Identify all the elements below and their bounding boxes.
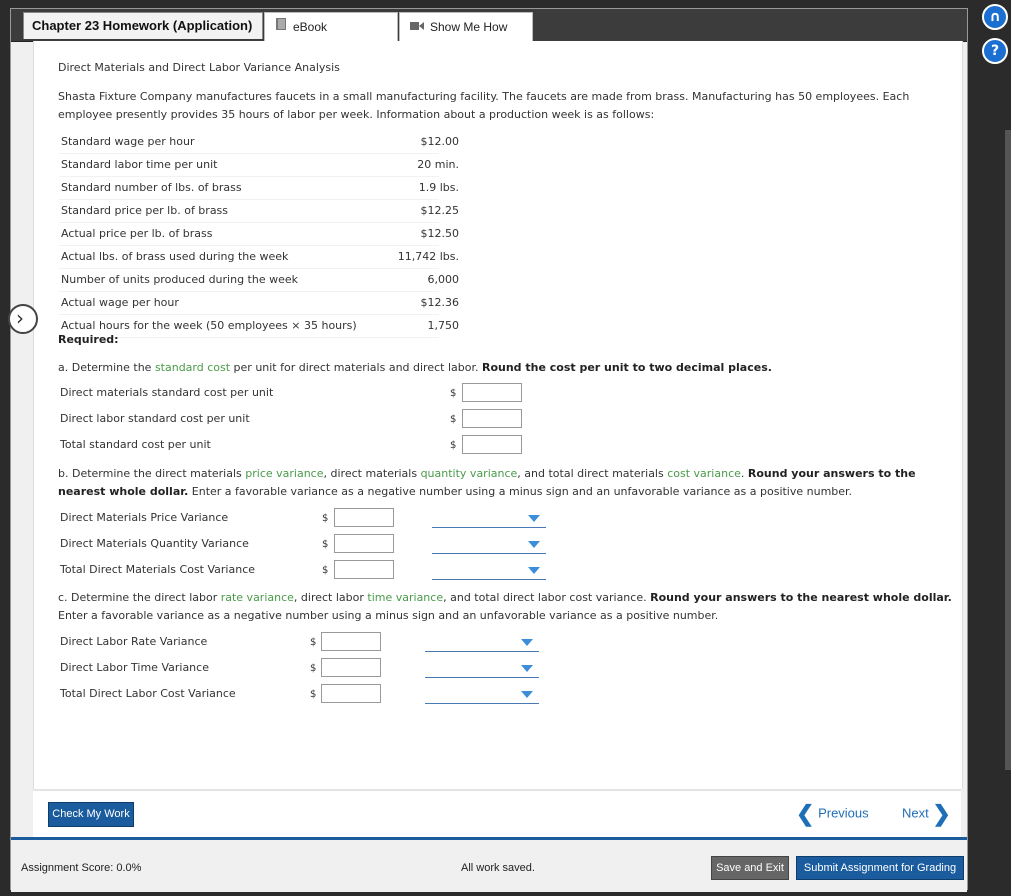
data-row-label: Standard wage per hour [61,135,195,148]
part-c-label: Direct Labor Time Variance [60,661,209,674]
caret-down-icon [528,541,540,548]
chevron-right-icon: › [16,306,24,330]
data-row-label: Actual price per lb. of brass [61,227,213,240]
part-c-label: Direct Labor Rate Variance [60,635,208,648]
amount-input[interactable] [334,534,394,553]
part-b-label: Direct Materials Quantity Variance [60,537,249,550]
part-c-text: c. Determine the direct labor [58,591,221,604]
variance-type-dropdown[interactable] [432,509,546,528]
variance-type-dropdown[interactable] [432,535,546,554]
part-a-text-mid: per unit for direct materials and direct labor. [230,361,482,374]
standard-cost-link[interactable]: standard cost [154,361,231,374]
amount-input[interactable] [321,658,381,677]
part-b-text-post: Enter a favorable variance as a negative number using a minus sign and an unfavorable variance as a positive number. [188,485,853,498]
part-a-label: Direct labor standard cost per unit [60,412,250,425]
data-row-label: Actual hours for the week (50 employees × 35 hours) [61,319,357,332]
data-table [59,131,459,338]
amount-input[interactable] [334,560,394,579]
part-a-label: Direct materials standard cost per unit [60,386,274,399]
part-a-instruction: Round the cost per unit to two decimal places. [481,361,772,374]
currency-symbol: $ [310,637,317,648]
book-icon [275,13,287,42]
currency-symbol: $ [450,440,457,451]
data-row-label: Number of units produced during the week [61,273,298,286]
assignment-title: Chapter 23 Homework (Application) [23,12,263,39]
part-b-text-2: , and total direct materials [517,467,668,480]
part-b-text-1: , direct materials [323,467,421,480]
expand-panel-button[interactable] [8,304,38,334]
help-icon[interactable]: ? [982,38,1008,64]
submit-assignment-button[interactable]: Submit Assignment for Grading [796,856,964,880]
part-b-label: Direct Materials Price Variance [60,511,229,524]
chevron-left-icon: ❮ [796,801,815,826]
variance-type-dropdown[interactable] [425,685,539,704]
data-row-label: Actual lbs. of brass used during the week [61,250,289,263]
tab-ebook-label: eBook [293,20,328,34]
data-row-value: $12.50 [420,227,459,240]
amount-input[interactable] [321,632,381,651]
data-row-value: 20 min. [417,158,459,171]
data-row-value: $12.25 [420,204,459,217]
currency-symbol: $ [450,414,457,425]
cost-variance-link[interactable]: cost variance [667,467,741,480]
amount-input[interactable] [462,383,522,402]
required-heading: Required: [58,333,119,346]
currency-symbol: $ [450,388,457,399]
caret-down-icon [521,639,533,646]
variance-type-dropdown[interactable] [432,561,546,580]
data-row-value: $12.00 [420,135,459,148]
data-row-value: 6,000 [427,273,459,286]
problem-intro: Shasta Fixture Company manufactures faucets in a small manufacturing facility. The faucets are made from brass. Manufacturing has 50 employees. Each employee presently provides 35 hours of labor per week. Information about a production week is as follows: [58,90,910,121]
data-table-row [59,200,459,223]
next-label: Next [902,805,929,821]
previous-button[interactable] [796,801,869,827]
previous-label: Previous [818,805,869,821]
time-variance-link[interactable]: time variance [367,591,444,604]
rate-variance-link[interactable]: rate variance [220,591,294,604]
data-table-row [59,292,459,315]
part-c-text-post: Enter a favorable variance as a negative number using a minus sign and an unfavorable variance as a positive number. [58,609,719,622]
data-table-row [59,223,459,246]
data-row-value: $12.36 [420,296,459,309]
data-row-value: 1,750 [427,319,459,332]
bottom-bar [11,837,967,892]
data-row-label: Actual wage per hour [61,296,179,309]
part-a-label: Total standard cost per unit [60,438,211,451]
data-table-row [59,177,459,200]
chevron-right-icon: ❯ [932,801,951,826]
currency-symbol: $ [322,539,329,550]
amount-input[interactable] [334,508,394,527]
currency-symbol: $ [322,565,329,576]
part-c-text-2: , and total direct labor cost variance. [443,591,651,604]
caret-down-icon [521,665,533,672]
part-c-question [58,589,958,625]
amount-input[interactable] [321,684,381,703]
caret-down-icon [528,515,540,522]
save-status: All work saved. [461,862,535,874]
currency-symbol: $ [310,689,317,700]
part-b-text: b. Determine the direct materials [58,467,246,480]
header-bar [11,9,967,42]
variance-type-dropdown[interactable] [425,633,539,652]
assignment-score: Assignment Score: 0.0% [21,862,142,874]
tab-show-me-how[interactable] [399,12,533,42]
data-table-row [59,269,459,292]
next-button[interactable] [902,801,951,827]
currency-symbol: $ [322,513,329,524]
part-c-instruction: Round your answers to the nearest whole dollar. [650,591,952,604]
variance-type-dropdown[interactable] [425,659,539,678]
part-b-instruction: Round your answers to the nearest whole dollar. [58,467,916,498]
scrollbar[interactable] [1005,130,1011,770]
part-a-text: a. Determine the [58,361,155,374]
data-table-row [59,154,459,177]
part-b-text-3: . [740,467,748,480]
part-a-question [58,359,958,377]
assignment-window [10,8,968,890]
video-icon [410,13,424,42]
data-row-label: Standard price per lb. of brass [61,204,229,217]
price-variance-link[interactable]: price variance [245,467,324,480]
caret-down-icon [528,567,540,574]
part-b-question [58,465,958,501]
data-table-row [59,131,459,154]
data-row-label: Standard number of lbs. of brass [61,181,242,194]
caret-down-icon [521,691,533,698]
save-and-exit-button[interactable]: Save and Exit [711,856,789,880]
data-row-value: 11,742 lbs. [397,250,459,263]
part-c-text-1: , direct labor [293,591,368,604]
problem-heading: Direct Materials and Direct Labor Variance Analysis [58,61,340,74]
problem-content [33,41,963,789]
currency-symbol: $ [310,663,317,674]
data-row-label: Standard labor time per unit [61,158,218,171]
data-table-row [59,246,459,269]
tab-show-me-how-label: Show Me How [430,20,508,34]
part-c-label: Total Direct Labor Cost Variance [60,687,236,700]
headset-icon[interactable]: ∩ [982,4,1008,30]
check-my-work-button[interactable]: Check My Work [48,802,134,827]
side-tools [982,4,1008,72]
quantity-variance-link[interactable]: quantity variance [420,467,518,480]
amount-input[interactable] [462,409,522,428]
amount-input[interactable] [462,435,522,454]
tab-ebook[interactable] [264,12,398,42]
data-row-value: 1.9 lbs. [418,181,459,194]
part-b-label: Total Direct Materials Cost Variance [60,563,256,576]
